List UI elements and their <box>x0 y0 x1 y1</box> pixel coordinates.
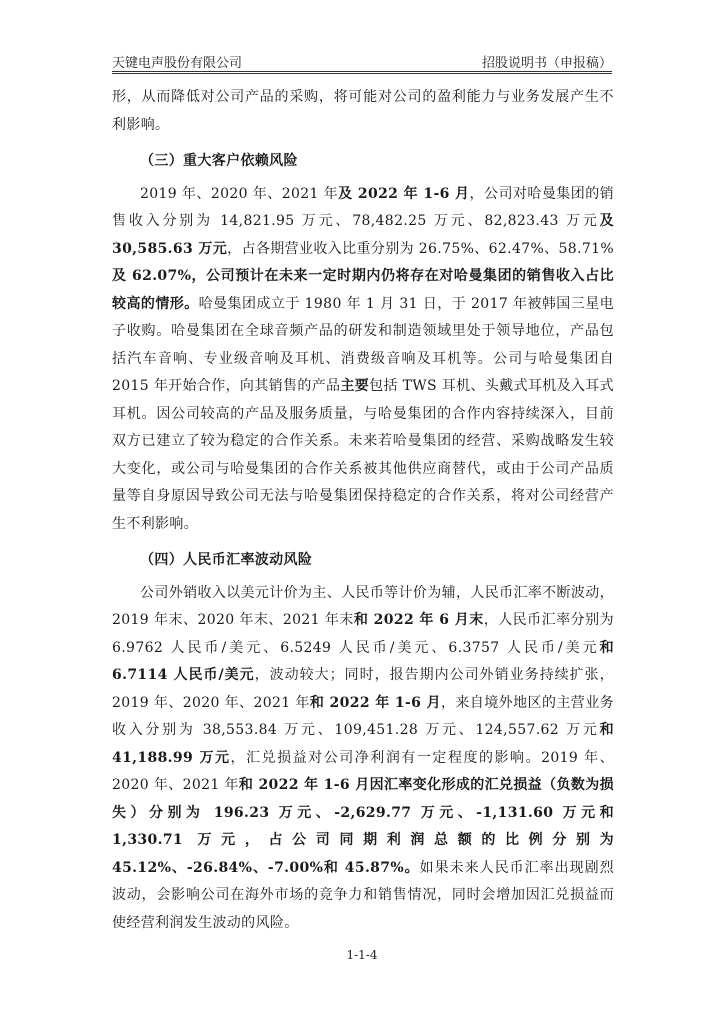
bold-text-run: 和 6.7114 人民币/美元 <box>112 639 614 683</box>
text-run: 包括 TWS 耳机、头戴式耳机及入耳式耳机。因公司较高的产品及服务质量，与哈曼集团的合作内容持续深入，目前双方已建立了较为稳定的合作关系。未来若哈曼集团的经营、采购战略发生较大变化，或公司与哈曼集团的合作关系被其他供应商替代，或由于公司产品质量等自身原因导致公司无法与哈曼集团保持稳定的合作关系，将对公司经营产生不利影响。 <box>112 378 614 532</box>
header-company-name: 天键电声股份有限公司 <box>112 56 243 71</box>
text-run: 如果未来人民币汇率出现剧烈波动，会影响公司在海外市场的竞争力和销售情况，同时会增加因汇兑损益而使经营利润发生波动的风险。 <box>112 859 614 931</box>
page-header <box>112 48 612 72</box>
bold-text-run: 及 30,585.63 万元 <box>112 213 614 257</box>
bold-text-run: 和 41,188.99 万元 <box>112 722 614 766</box>
bold-text-run: 主要 <box>340 378 370 394</box>
bold-text-run: 及 2022 年 1-6 月 <box>338 185 470 202</box>
header-divider <box>112 71 612 74</box>
bold-text-run: 和 2022 年 1-6 月 <box>309 694 441 711</box>
text-run: ，占各期营业收入比重分别为 26.75%、62.47%、58.71% <box>227 240 615 257</box>
customer-dependency-paragraph <box>112 181 614 539</box>
bold-text-run: 和 2022 年 6 月末 <box>353 612 484 628</box>
text-run: ，来自境外地区的主营业务收入分别为 38,553.84 万元、109,451.28 万元、124,557.62 万元 <box>112 694 614 738</box>
section-heading-exchange-rate: （四）人民币汇率波动风险 <box>140 552 313 568</box>
intro-paragraph: 形，从而降低对公司产品的采购，将可能对公司的盈利能力与业务发展产生不利影响。 <box>112 89 614 133</box>
text-run: 2019 年、2020 年、2021 年 <box>140 185 339 202</box>
section-heading-customer-dependency: （三）重大客户依赖风险 <box>140 153 298 169</box>
bold-text-run: 及 62.07%，公司预计在未来一定时期内仍将存在对哈曼集团的销售收入占比较高的情形。 <box>112 268 614 312</box>
document-body <box>112 84 614 937</box>
text-run: ，公司对哈曼集团的销售收入分别为 14,821.95 万元、78,482.25 万元、82,823.43 万元 <box>112 185 615 229</box>
text-run: ，人民币汇率分别为 6.9762 人民币/美元、6.5249 人民币/美元、6.3757 人民币/美元 <box>112 612 614 656</box>
text-run: ，汇兑损益对公司净利润有一定程度的影响。2019 年、2020 年、2021 年 <box>112 749 614 793</box>
header-document-type: 招股说明书（申报稿） <box>481 56 612 71</box>
exchange-rate-paragraph <box>112 580 614 938</box>
text-run: ，波动较大；同时，报告期内公司外销业务持续扩张，2019 年、2020 年、2021 年 <box>112 667 614 711</box>
text-run: 哈曼集团成立于 1980 年 1 月 31 日，于 2017 年被韩国三星电子收购。哈曼集团在全球音频产品的研发和制造领域里处于领导地位，产品包括汽车音响、专业级音响及耳机、消费级音响及耳机等。公司与哈曼集团自 2015 年开始合作，向其销售的产品 <box>112 295 614 394</box>
page-number: 1-1-4 <box>346 948 378 962</box>
text-run: 公司外销收入以美元计价为主、人民币等计价为辅，人民币汇率不断波动，2019 年末、2020 年末、2021 年末 <box>112 584 614 628</box>
bold-text-run: 和 2022 年 1-6 月因汇率变化形成的汇兑损益（负数为损失）分别为 196.23 万元、-2,629.77 万元、-1,131.60 万元和 1,330.71 万元，占公司同期利润总额的比例分别为 45.12%、-26.84%、-7.00%和 45.87%。 <box>112 777 614 876</box>
